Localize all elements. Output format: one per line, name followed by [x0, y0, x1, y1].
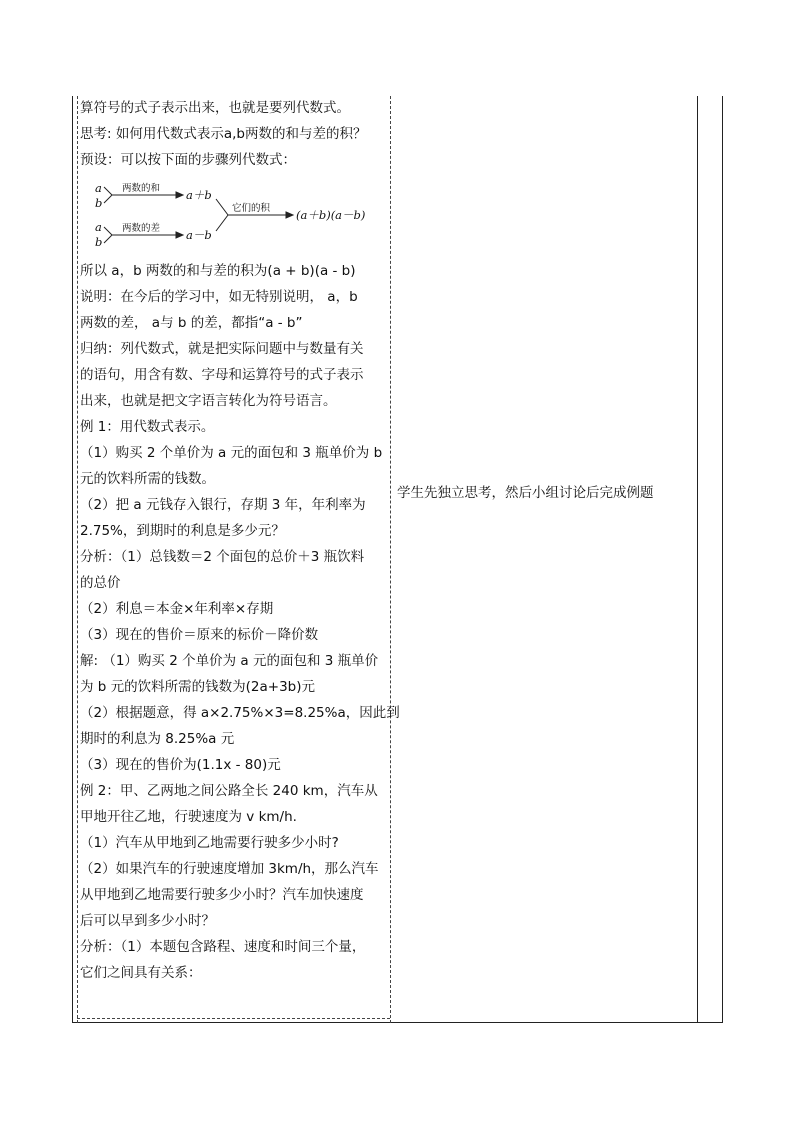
example-2-line-2: 甲地开往乙地，行驶速度为 v km/h. [80, 809, 297, 825]
analysis-line-2: 的总价 [80, 575, 121, 591]
example-1-q1-line-1: （1）购买 2 个单价为 a 元的面包和 3 瓶单价为 b [80, 445, 383, 461]
top-arrow-head [176, 192, 183, 198]
merge-arrow-head [286, 212, 293, 218]
preset-line: 预设：可以按下面的步骤列代数式： [80, 152, 296, 168]
conclusion-line: 所以 a，b 两数的和与差的积为(a + b)(a - b) [80, 263, 356, 279]
example-2-q2-line-1: （2）如果汽车的行驶速度增加 3km/h，那么汽车 [80, 861, 379, 877]
solution-line-1: 解: （1）购买 2 个单价为 a 元的面包和 3 瓶单价 [80, 653, 379, 669]
example-2-q1: （1）汽车从甲地到乙地需要行驶多少小时? [80, 835, 339, 851]
example-1-q2-line-1: （2）把 a 元钱存入银行，存期 3 年，年利率为 [80, 497, 366, 513]
diagram-product-expr: (a＋b)(a－b) [296, 208, 366, 222]
solution-line-2: 为 b 元的饮料所需的钱数为(2a+3b)元 [80, 679, 316, 695]
example-2-q2-line-2: 从甲地到乙地需要行驶多少小时？汽车加快速度 [80, 887, 364, 903]
example-1-q1-line-2: 元的饮料所需的钱数。 [80, 471, 215, 487]
row-divider-bottom [77, 1018, 390, 1019]
note-line-1: 说明：在今后的学习中，如无特别说明， a，b [80, 289, 358, 305]
summary-line-3: 出来，也就是把文字语言转化为符号语言。 [80, 393, 337, 409]
analysis-line-1: 分析：（1）总钱数＝2 个面包的总价＋3 瓶饮料 [80, 549, 365, 565]
column-divider-middle [390, 96, 391, 1023]
merge-brace [216, 199, 228, 231]
diagram-var-b-top: b [95, 196, 103, 210]
solution-line-5: （3）现在的售价为(1.1x - 80)元 [80, 757, 281, 773]
bottom-brace [104, 227, 112, 243]
table-bottom-border [72, 1022, 723, 1023]
think-question: 思考: 如何用代数式表示a,b两数的和与差的积？ [80, 126, 367, 142]
example-2-q2-line-3: 后可以早到多少小时？ [80, 913, 215, 929]
table-right-border [722, 96, 723, 1023]
intro-line: 算符号的式子表示出来，也就是要列代数式。 [80, 100, 350, 116]
top-brace [104, 187, 112, 203]
diagram-sum-expr: a＋b [186, 188, 212, 202]
analysis-line-3: （2）利息＝本金×年利率×存期 [80, 601, 274, 617]
diagram-var-a-top: a [95, 181, 102, 195]
solution-line-4: 期时的利息为 8.25%a 元 [80, 731, 235, 747]
solution-line-3: （2）根据题意，得 a×2.75%×3=8.25%a，因此到 [80, 705, 400, 721]
table-inner-right-rule [697, 96, 698, 1023]
table-left-border [72, 96, 73, 1023]
expression-step-diagram [86, 180, 386, 250]
diagram-diff-expr: a－b [186, 228, 212, 242]
column-divider-left [77, 96, 78, 1023]
example-2-line-1: 例 2：甲、乙两地之间公路全长 240 km，汽车从 [80, 783, 378, 799]
example-1-title: 例 1：用代数式表示。 [80, 419, 215, 435]
example-2-analysis-line-2: 它们之间具有关系： [80, 965, 202, 981]
example-1-q2-line-2: 2.75%，到期时的利息是多少元？ [80, 523, 285, 539]
example-2-analysis-line-1: 分析：（1）本题包含路程、速度和时间三个量， [80, 939, 366, 955]
note-line-2: 两数的差， a与 b 的差，都指“a - b” [80, 315, 303, 331]
diagram-product-label: 它们的积 [232, 203, 271, 214]
bottom-arrow-head [176, 232, 183, 238]
diagram-var-a-bottom: a [95, 220, 102, 234]
student-activity: 学生先独立思考，然后小组讨论后完成例题 [397, 485, 654, 501]
diagram-var-b-bottom: b [95, 235, 103, 249]
diagram-diff-label: 两数的差 [122, 223, 161, 234]
diagram-sum-label: 两数的和 [122, 183, 161, 194]
summary-line-1: 归纳：列代数式，就是把实际问题中与数量有关 [80, 341, 364, 357]
summary-line-2: 的语句，用含有数、字母和运算符号的式子表示 [80, 367, 364, 383]
analysis-line-4: （3）现在的售价＝原来的标价－降价数 [80, 627, 319, 643]
